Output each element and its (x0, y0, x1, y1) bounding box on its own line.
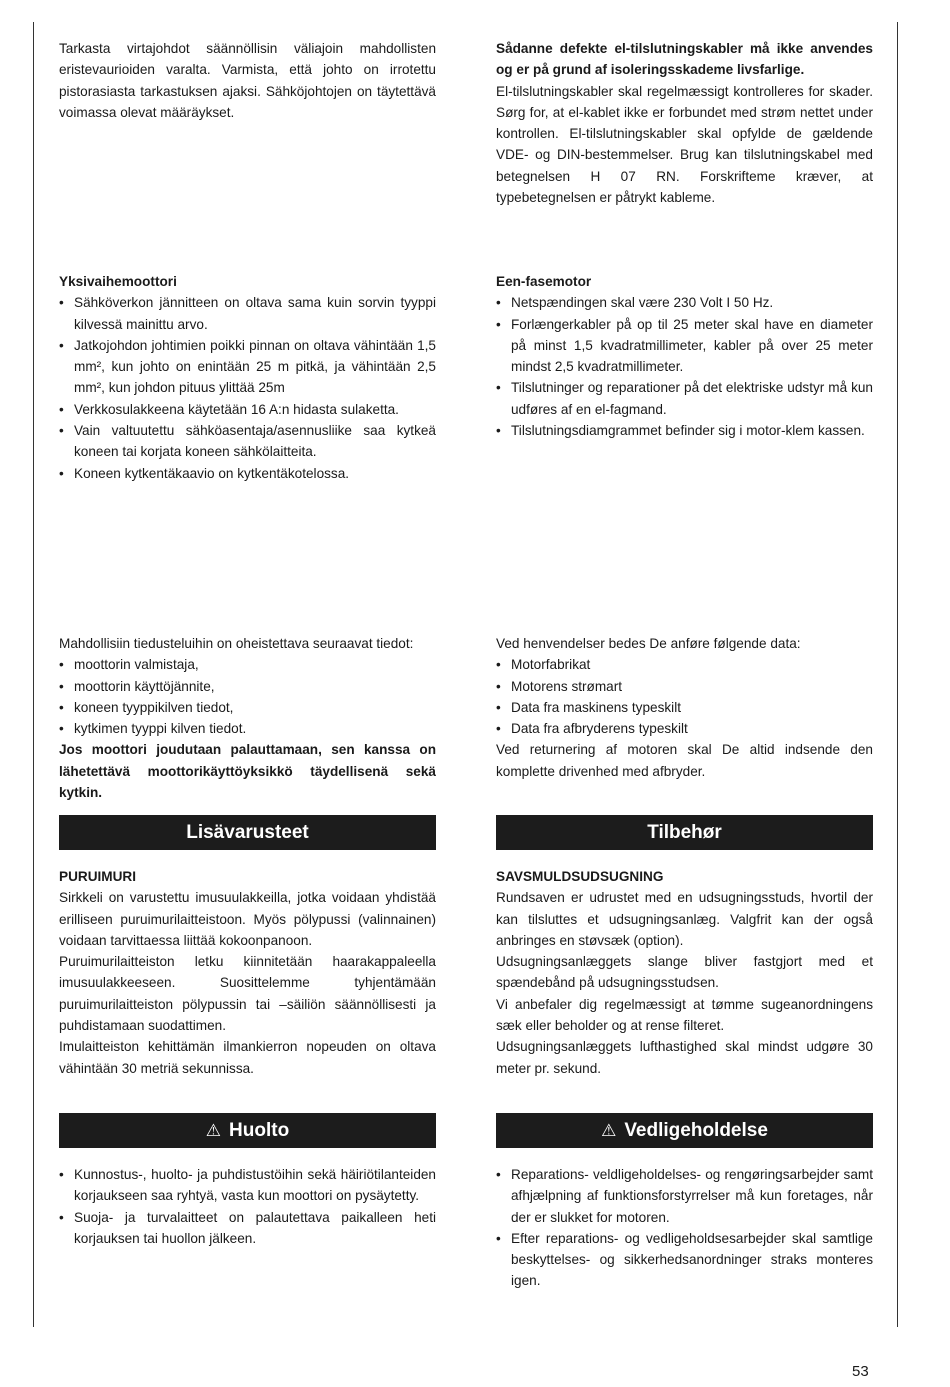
list-item: • Tilslutninger og reparationer på det elektriske udstyr må kun udføres af en el-fagmand. (496, 377, 873, 420)
da-cable-inspection (496, 38, 873, 208)
list-item: • Efter reparations- og vedligeholdsesarbejder skal samtlige beskyttelses- og sikkerhedsanordninger straks monteres igen. (496, 1228, 873, 1292)
fi-maintenance-header (59, 1113, 436, 1148)
fi-accessories-header (59, 815, 436, 850)
list-item: • Motorfabrikat (496, 654, 873, 675)
list-item: • Forlængerkabler på op til 25 meter skal have en diameter på minst 1,5 kvadratmillimeter, kabler på over 25 meter mindst 2,5 kvadratmillimeter. (496, 314, 873, 378)
da-single-phase-motor (496, 271, 873, 441)
da-maintenance-content (496, 1164, 873, 1292)
page-number: 53 (852, 1363, 869, 1380)
da-accessories-content (496, 866, 873, 1079)
list-item: • moottorin valmistaja, (59, 654, 436, 675)
paragraph: Vi anbefaler dig regelmæssigt at tømme sugeanordningens sæk eller beholder og at rense filteret. (496, 996, 873, 1034)
da-maintenance-list (496, 1164, 873, 1292)
list-item: • moottorin käyttöjännite, (59, 676, 436, 697)
list-item: • Koneen kytkentäkaavio on kytkentäkotelossa. (59, 463, 436, 484)
list-item: • Suoja- ja turvalaitteet on palautettava paikalleen heti korjauksen tai huollon jälkeen. (59, 1207, 436, 1250)
list-item: • Jatkojohdon johtimien poikki pinnan on oltava vähintään 1,5 mm², kun johto on enintään 25 m pitkä, ja vähintään 2,5 mm², kun johdon pituus ylittää 25m (59, 335, 436, 399)
section-title-bar (59, 1113, 436, 1148)
da-motor-heading: Een-fasemotor (496, 274, 592, 289)
fi-inquiries (59, 633, 436, 803)
da-return-note: Ved returnering af motoren skal De altid indsende den komplette drivenhed med afbryder. (496, 742, 873, 779)
list-item: • Sähköverkon jännitteen on oltava sama kuin sorvin tyyppi kilvessä mainittu arvo. (59, 292, 436, 335)
section-title-bar (59, 815, 436, 850)
fi-accessories-content (59, 866, 436, 1079)
right-margin-rule (897, 22, 898, 1327)
left-margin-rule (33, 22, 34, 1327)
da-accessories-title: Tilbehør (647, 821, 722, 843)
fi-motor-heading: Yksivaihemoottori (59, 274, 177, 289)
section-title-bar (496, 815, 873, 850)
fi-inquiries-intro: Mahdollisiin tiedusteluihin on oheistettava seuraavat tiedot: (59, 636, 414, 651)
da-accessories-header (496, 815, 873, 850)
fi-inquiries-list (59, 654, 436, 739)
da-inquiries (496, 633, 873, 782)
fi-accessories-title: Lisävarusteet (186, 821, 309, 843)
list-item: • Data fra afbryderens typeskilt (496, 718, 873, 739)
list-item: • Data fra maskinens typeskilt (496, 697, 873, 718)
da-inquiries-list (496, 654, 873, 739)
paragraph: Udsugningsanlæggets lufthastighed skal mindst udgøre 30 meter pr. sekund. (496, 1039, 873, 1076)
fi-cable-text: Tarkasta virtajohdot säännöllisin väliajoin mahdollisten eristevaurioiden varalta. Varmista, että johto on irrotettu pistorasiasta tarkastuksen ajaksi. Sähköjohtojen on täytettävä voimassa olevat määräykset. (59, 41, 436, 120)
list-item: • kytkimen tyyppi kilven tiedot. (59, 718, 436, 739)
fi-maintenance-title: Huolto (229, 1119, 290, 1141)
paragraph: Puruimurilaitteiston letku kiinnitetään haarakappaleella imusuulakkeeseen. Suosittelemme tyhjentämään puruimurilaitteiston pölypussin tai –säiliön säännöllisesti ja puhdistamaan suodattimen. (59, 954, 436, 1034)
da-accessories-heading: SAVSMULDSUDSUGNING (496, 869, 664, 884)
warning-icon: ⚠ (205, 1120, 222, 1140)
da-motor-list (496, 292, 873, 441)
da-maintenance-title: Vedligeholdelse (624, 1119, 768, 1141)
fi-single-phase-motor (59, 271, 436, 484)
list-item: • Motorens strømart (496, 676, 873, 697)
list-item: • Kunnostus-, huolto- ja puhdistustöihin sekä häiriötilanteiden korjaukseen saa ryhtyä, vasta kun moottori on pysäytetty. (59, 1164, 436, 1207)
fi-maintenance-list (59, 1164, 436, 1249)
list-item: • Tilslutningsdiamgrammet befinder sig i motor-klem kassen. (496, 420, 873, 441)
paragraph: Sirkkeli on varustettu imusuulakkeilla, jotka voidaan yhdistää erilliseen puruimurilaitteistoon. Myös pölypussi (valinnainen) voidaan tarvittaessa liittää kokoonpanoon. (59, 890, 436, 948)
paragraph: Udsugningsanlæggets slange bliver fastgjort med et spændebånd på udsugningsstudsen. (496, 954, 873, 991)
list-item: • Verkkosulakkeena käytetään 16 A:n hidasta sulaketta. (59, 399, 436, 420)
fi-cable-inspection (59, 38, 436, 123)
fi-maintenance-content (59, 1164, 436, 1249)
list-item: • Reparations- veldligeholdelses- og rengøringsarbejder samt afhjælpning af funktionsforstyrrelser må kun foretages, når der er slukket for motoren. (496, 1164, 873, 1228)
section-title-bar (496, 1113, 873, 1148)
da-inquiries-intro: Ved henvendelser bedes De anføre følgende data: (496, 636, 801, 651)
warning-icon: ⚠ (601, 1120, 617, 1140)
fi-accessories-heading: PURUIMURI (59, 869, 137, 884)
fi-return-note: Jos moottori joudutaan palauttamaan, sen kanssa on lähetettävä moottorikäyttöyksikkö täydellisenä sekä kytkin. (59, 742, 436, 801)
da-maintenance-header (496, 1113, 873, 1148)
da-cable-warning: Sådanne defekte el-tilslutningskabler må ikke anvendes og er på grund af isoleringsskademe livsfarlige. (496, 41, 873, 78)
da-cable-text: El-tilslutningskabler skal regelmæssigt kontrolleres for skader. Sørg for, at el-kablet ikke er forbundet med strøm nettet under kontrollen. El-tilslutningskabler skal opfylde de gældende VDE- og DIN-bestemmelser. Brug kan tilslutningskabel med betegnelsen H 07 RN. Forskrifteme kræver, at typebetegnelsen er påtrykt kableme. (496, 83, 873, 206)
fi-motor-list (59, 292, 436, 484)
list-item: • koneen tyyppikilven tiedot, (59, 697, 436, 718)
paragraph: Rundsaven er udrustet med en udsugningsstuds, hvortil der kan tilsluttes et udsugningsanlæg. Valgfrit kan der også anbringes en støvsæk (option). (496, 890, 873, 948)
list-item: • Vain valtuutettu sähköasentaja/asennusliike saa kytkeä koneen tai korjata koneen sähkölaitteita. (59, 420, 436, 463)
list-item: • Netspændingen skal være 230 Volt I 50 Hz. (496, 292, 873, 313)
paragraph: Imulaitteiston kehittämän ilmankierron nopeuden on oltava vähintään 30 metriä sekunnissa. (59, 1039, 436, 1076)
